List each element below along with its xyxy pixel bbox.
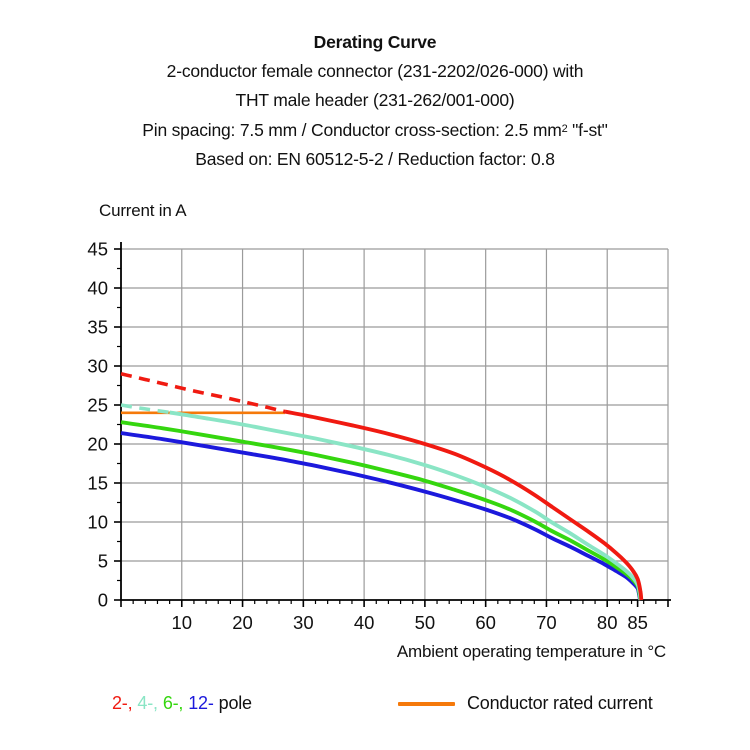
legend-rated-current [398,693,653,714]
superscript-2: 2 [561,123,568,135]
legend-item-12-pole: 12- [188,693,214,713]
curve-12-pole [121,433,640,600]
y-axis-title: Current in A [99,201,187,220]
curve-2-pole [285,412,641,600]
chart-title: Derating Curve [313,32,437,52]
header-line-header: THT male header (231-262/001-000) [235,90,515,110]
x-axis-title: Ambient operating temperature in °C [396,642,666,661]
header-line-based-on: Based on: EN 60512-5-2 / Reduction factor: 0.8 [195,149,555,169]
y-tick-label: 15 [87,472,108,494]
y-tick-label: 35 [87,316,108,338]
derating-chart [0,212,750,674]
y-tick-label: 25 [87,394,108,416]
y-tick-label: 40 [87,277,108,299]
legend-pole-counts [112,693,252,714]
x-tick-label: 40 [353,612,375,633]
y-tick-label: 0 [97,589,108,611]
legend-pole-items [112,693,219,713]
header-line-pin-spacing: Pin spacing: 7.5 mm / Conductor cross-section: 2.5 $mm^2$ "f-st" [142,120,608,140]
x-tick-label: 10 [171,612,193,633]
rated-current-line-swatch [398,702,455,706]
y-tick-label: 30 [87,355,108,377]
header-line-connector: 2-conductor female connector (231-2202/026-000) with [166,61,584,81]
rated-current-label: Conductor rated current [467,693,653,713]
curve-2-pole-dashed [121,374,285,412]
x-tick-label: 85 [627,612,648,633]
y-tick-label: 45 [87,238,108,260]
legend-item-6-pole: 6-, [162,693,184,713]
chart-header [0,28,750,174]
curve-4-pole-dashed [121,405,170,412]
x-tick-label: 50 [414,612,436,633]
x-tick-label: 20 [232,612,253,633]
legend-pole-suffix: pole [218,693,252,713]
legend-item-2-pole: 2-, [112,693,133,713]
y-tick-label: 5 [97,550,108,572]
x-tick-label: 70 [536,612,557,633]
x-tick-label: 30 [293,612,314,633]
legend-item-4-pole: 4-, [137,693,158,713]
x-tick-label: 60 [475,612,496,633]
curve-6-pole [121,422,640,600]
y-tick-label: 20 [87,433,108,455]
x-tick-label: 80 [596,612,618,633]
y-tick-label: 10 [87,511,108,533]
